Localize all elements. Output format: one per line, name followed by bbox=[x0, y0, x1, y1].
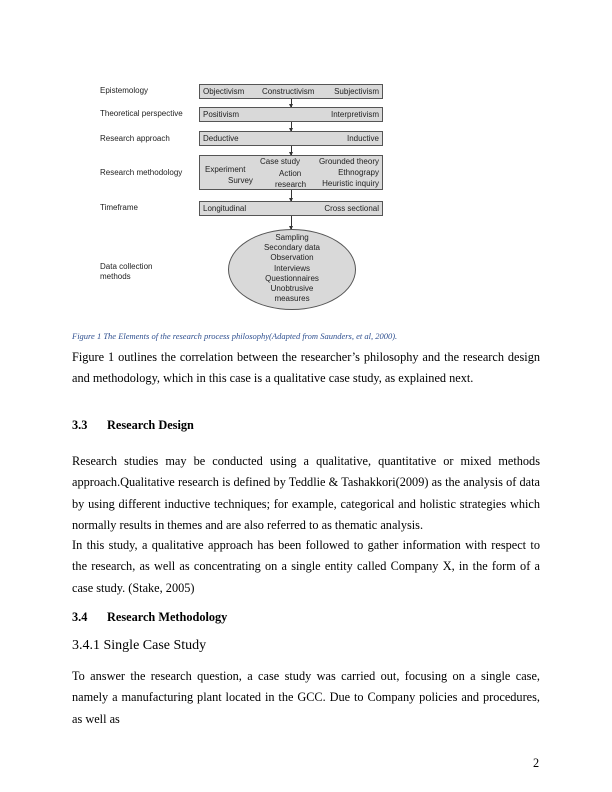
box-item: Experiment bbox=[205, 165, 246, 174]
paragraph: In this study, a qualitative approach has been followed to gather information with respect to the research, as well as concentrating on a single entity called Company X, in the form of a case study. (Stake, 2005) bbox=[72, 538, 540, 595]
data-collection-ellipse bbox=[228, 229, 356, 310]
epistemology-box bbox=[199, 84, 383, 99]
paragraph: To answer the research question, a case study was carried out, focusing on a single case, namely a manufacturing plant located in the GCC. Due to Company policies and procedures, as well as bbox=[72, 669, 540, 726]
figure-caption: Figure 1 The Elements of the research process philosophy(Adapted from Saunders, et al, 2000). bbox=[72, 331, 398, 341]
row-label: Research methodology bbox=[100, 168, 183, 177]
box-item: Action bbox=[279, 169, 302, 178]
page-number: 2 bbox=[533, 756, 540, 770]
arrow-icon bbox=[291, 146, 292, 155]
research-approach-box bbox=[199, 131, 383, 146]
paragraph: Research studies may be conducted using a qualitative, quantitative or mixed methods approach.Qualitative research is defined by Teddlie & Tashakkori(2009) as the analysis of data by using different inductive techniques; for example, categorical and holistic strategies which normally results in themes and are also referred to as thematic analysis. bbox=[72, 454, 540, 532]
theoretical-perspective-box bbox=[199, 107, 383, 122]
section-number: 3.4 bbox=[72, 610, 88, 624]
box-item: Survey bbox=[228, 176, 253, 185]
box-item: Interpretivism bbox=[330, 110, 379, 119]
timeframe-box bbox=[199, 201, 383, 216]
paragraph: Figure 1 outlines the correlation between the researcher’s philosophy and the research design and methodology, which in this case is a qualitative case study, as explained next. bbox=[72, 350, 540, 386]
box-item: Heuristic inquiry bbox=[322, 179, 379, 188]
box-item: Inductive bbox=[346, 134, 379, 143]
research-methodology-box bbox=[199, 155, 383, 190]
box-item: Positivism bbox=[203, 110, 240, 119]
section-heading bbox=[72, 418, 194, 433]
box-item: Cross sectional bbox=[324, 204, 379, 213]
subsection-heading: 3.4.1 Single Case Study bbox=[72, 638, 207, 653]
row-label: Timeframe bbox=[100, 203, 138, 212]
ellipse-item: Interviews bbox=[273, 263, 310, 273]
box-item: research bbox=[275, 180, 307, 189]
row-label: Research approach bbox=[100, 134, 170, 143]
section-heading bbox=[72, 610, 227, 625]
box-item: Longitudinal bbox=[203, 204, 247, 213]
row-label: Epistemology bbox=[100, 86, 149, 95]
ellipse-item: Unobtrusive bbox=[270, 284, 314, 294]
row-label: Data collection methods bbox=[100, 262, 153, 281]
box-item: Grounded theory bbox=[318, 157, 379, 166]
section-title: Research Methodology bbox=[107, 610, 228, 624]
arrow-icon bbox=[291, 216, 292, 229]
box-item: Subjectivism bbox=[334, 87, 379, 96]
ellipse-item: Secondary data bbox=[263, 243, 321, 253]
box-item: Objectivism bbox=[203, 87, 245, 96]
row-label: Theoretical perspective bbox=[100, 109, 183, 118]
arrow-icon bbox=[291, 122, 292, 131]
box-item: Case study bbox=[260, 157, 301, 166]
section-number: 3.3 bbox=[72, 418, 88, 432]
ellipse-item: Sampling bbox=[275, 233, 309, 242]
ellipse-item: Observation bbox=[270, 253, 314, 263]
box-item: Constructivism bbox=[262, 87, 315, 96]
ellipse-item: measures bbox=[274, 294, 310, 304]
section-title: Research Design bbox=[107, 418, 194, 432]
ellipse-item: Questionnaires bbox=[265, 273, 319, 283]
arrow-icon bbox=[291, 99, 292, 107]
box-item: Deductive bbox=[203, 134, 239, 143]
box-item: Ethnograpy bbox=[338, 168, 379, 177]
arrow-icon bbox=[291, 190, 292, 201]
